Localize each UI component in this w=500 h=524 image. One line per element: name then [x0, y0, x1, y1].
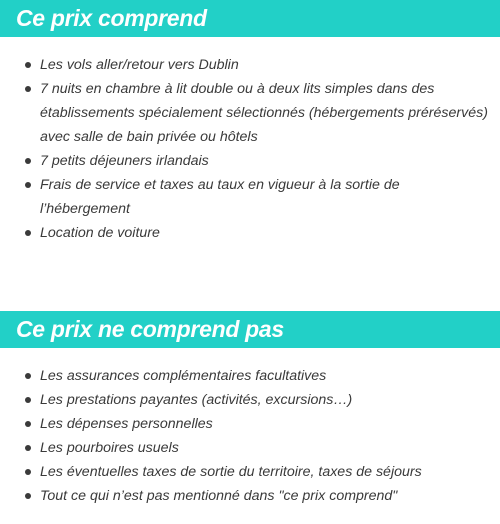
bullet-icon: [25, 230, 31, 236]
list-item-text: Les éventuelles taxes de sortie du territoire, taxes de séjours: [40, 464, 422, 480]
list-item: [0, 149, 500, 173]
list-item-text: Location de voiture: [40, 225, 160, 241]
bullet-icon: [25, 445, 31, 451]
list-item-text: Les pourboires usuels: [40, 440, 179, 456]
list-item-text: Frais de service et taxes au taux en vigueur à la sortie de l’hébergement: [40, 177, 400, 217]
list-item-text: 7 nuits en chambre à lit double ou à deux lits simples dans des établissements spécialement sélectionnés (hébergements préréservés) avec salle de bain privée ou hôtels: [40, 81, 488, 145]
list-item: [0, 412, 500, 436]
list-item: [0, 221, 500, 245]
price-excludes-header: [0, 311, 500, 348]
price-includes-section: [0, 0, 500, 245]
bullet-icon: [25, 469, 31, 475]
bullet-icon: [25, 86, 31, 92]
list-item: [0, 53, 500, 77]
list-item-text: Les assurances complémentaires facultatives: [40, 368, 327, 384]
price-includes-header: [0, 0, 500, 37]
bullet-icon: [25, 493, 31, 499]
list-item-text: Les dépenses personnelles: [40, 416, 213, 432]
price-excludes-title: Ce prix ne comprend pas: [16, 316, 284, 342]
bullet-icon: [25, 397, 31, 403]
list-item-text: 7 petits déjeuners irlandais: [40, 153, 209, 169]
price-excludes-list: [0, 348, 500, 508]
bullet-icon: [25, 182, 31, 188]
list-item: [0, 460, 500, 484]
list-item: [0, 484, 500, 508]
price-includes-list: [0, 37, 500, 245]
list-item: [0, 173, 500, 221]
list-item: [0, 436, 500, 460]
list-item-text: Les vols aller/retour vers Dublin: [40, 57, 239, 73]
list-item: [0, 364, 500, 388]
list-item: [0, 388, 500, 412]
list-item-text: Les prestations payantes (activités, excursions…): [40, 392, 353, 408]
list-item: [0, 77, 500, 149]
bullet-icon: [25, 158, 31, 164]
bullet-icon: [25, 373, 31, 379]
price-excludes-section: [0, 311, 500, 508]
list-item-text: Tout ce qui n’est pas mentionné dans "ce prix comprend": [40, 488, 398, 504]
bullet-icon: [25, 421, 31, 427]
bullet-icon: [25, 62, 31, 68]
price-includes-title: Ce prix comprend: [16, 5, 207, 31]
